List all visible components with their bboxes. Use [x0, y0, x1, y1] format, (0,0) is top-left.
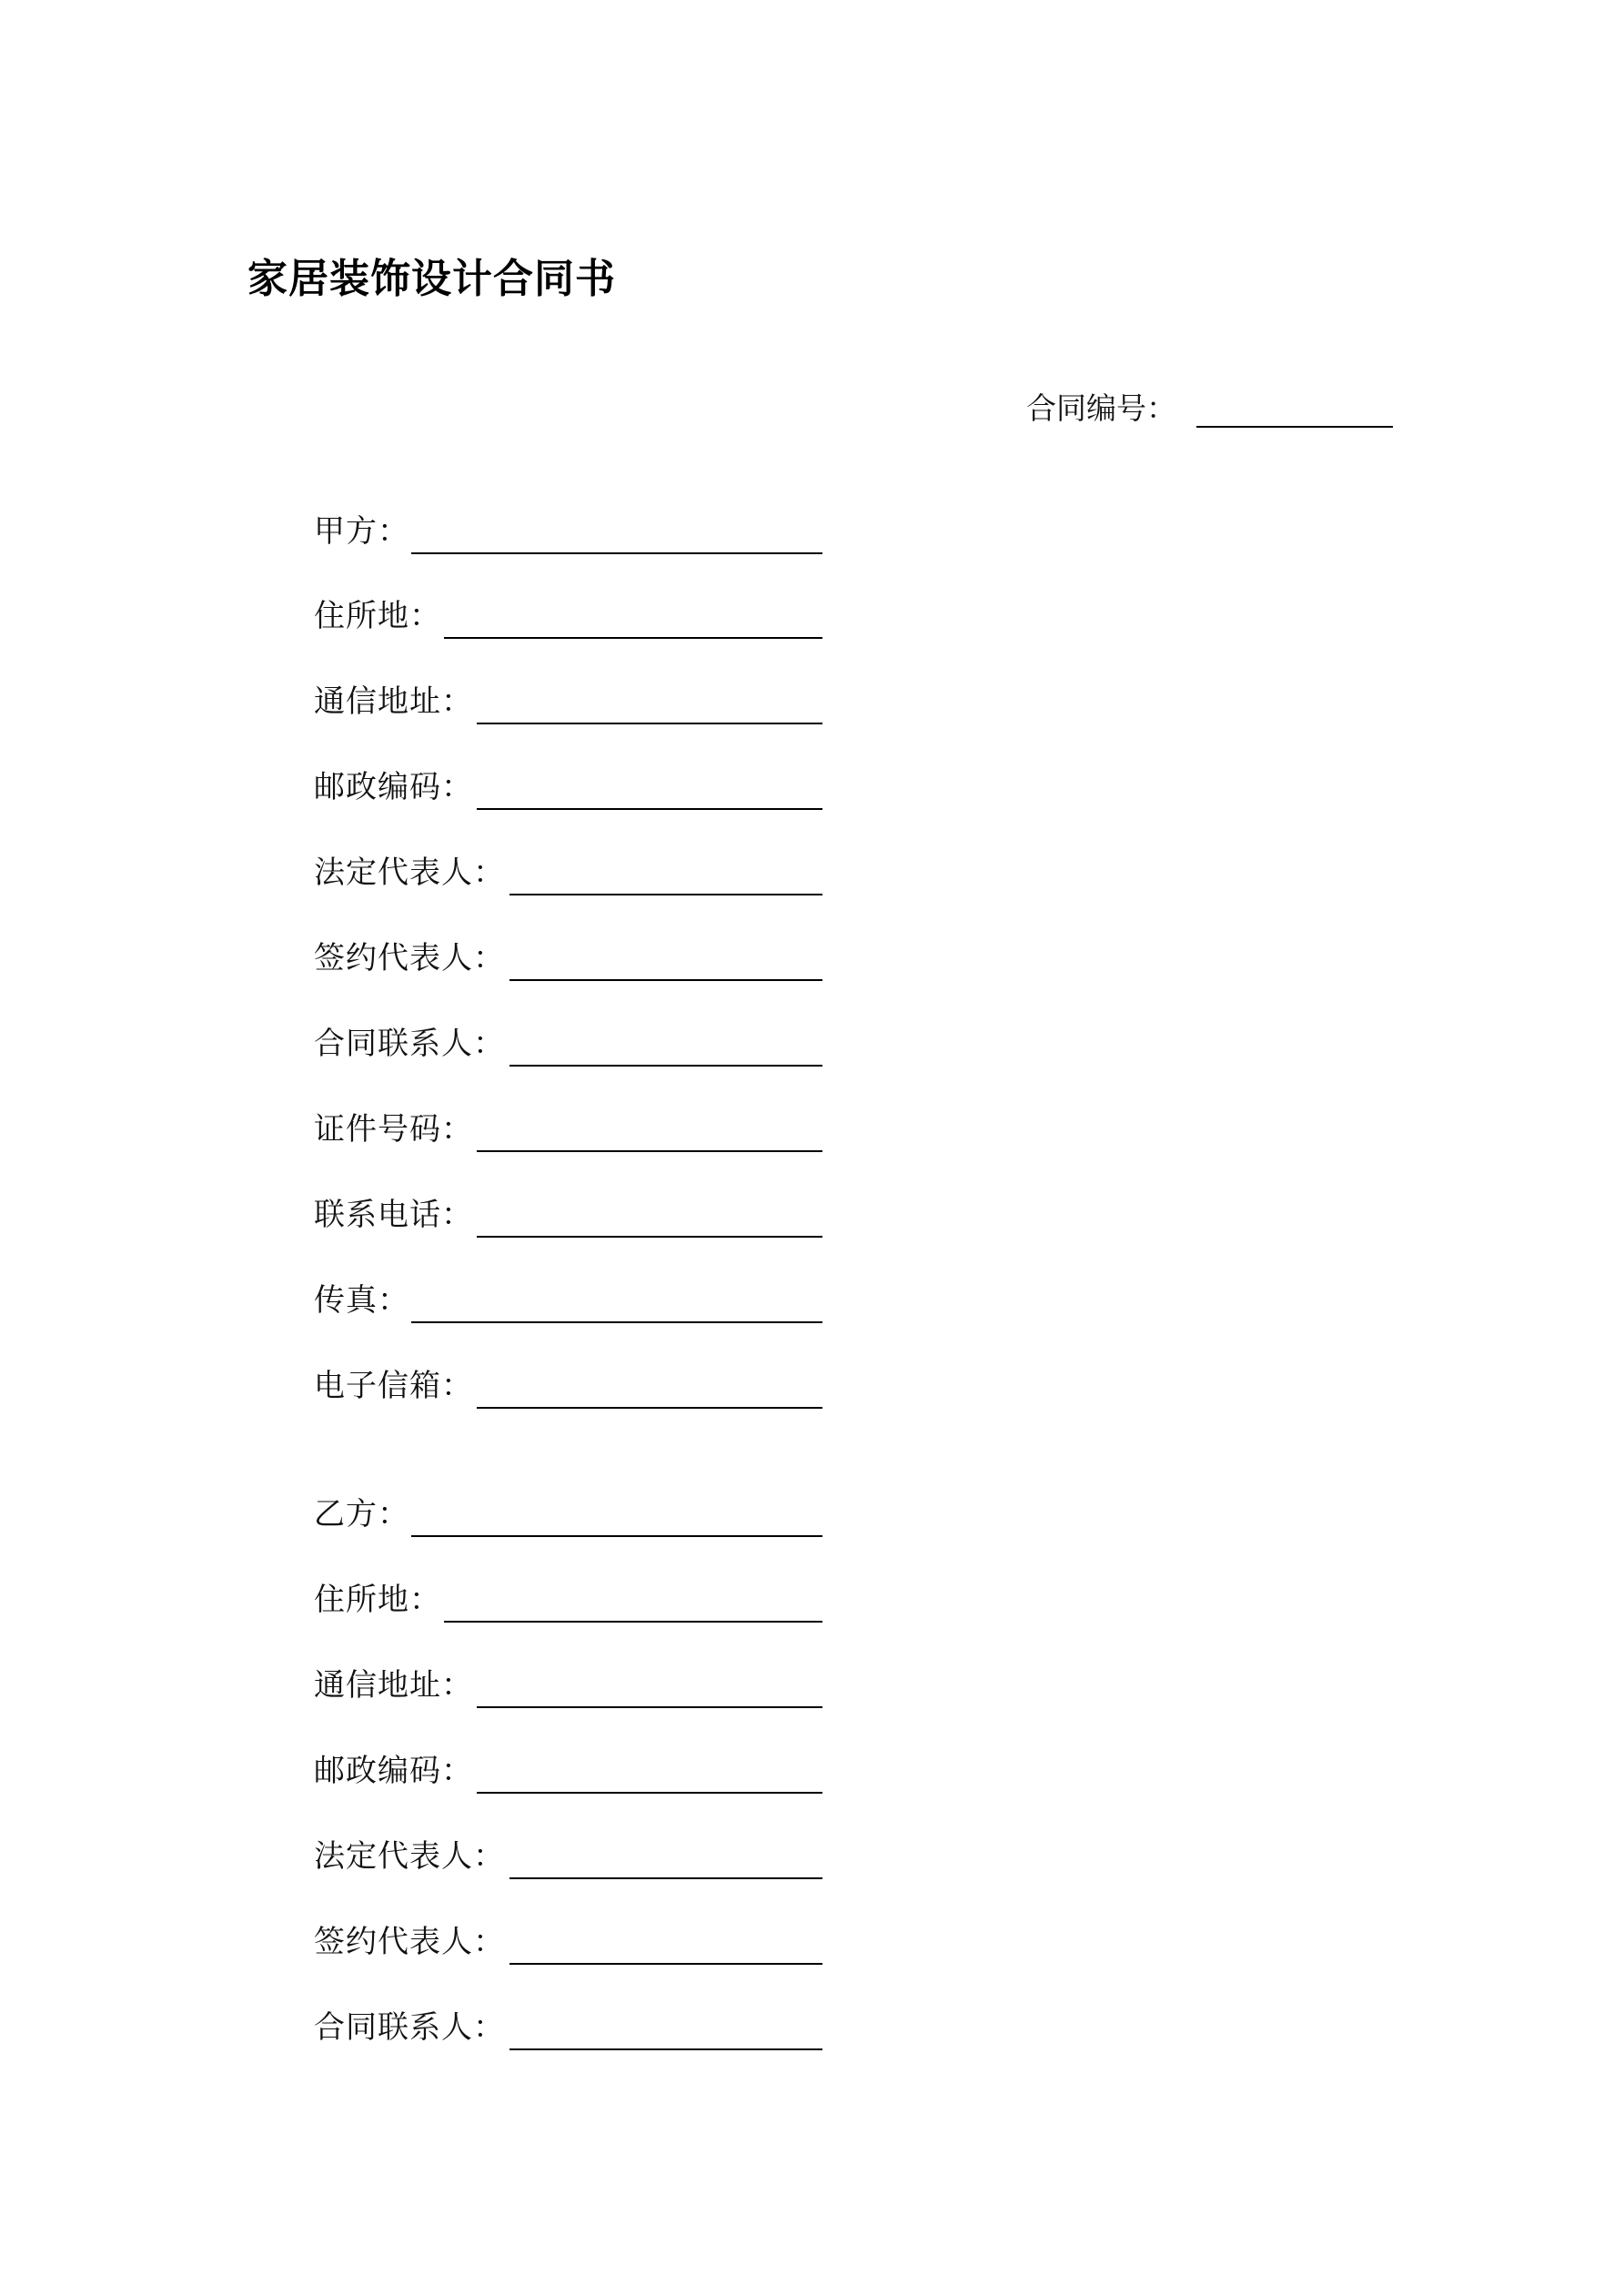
- field-label: 住所地：: [314, 598, 441, 634]
- contract-number-row: [1026, 382, 1393, 428]
- party-a-postcode-blank[interactable]: [477, 807, 822, 810]
- party-a-address-blank[interactable]: [477, 722, 822, 724]
- party-a-contact-row: [314, 1017, 505, 1067]
- party-a-fax-blank[interactable]: [411, 1320, 822, 1323]
- party-a-phone-row: [314, 1188, 473, 1238]
- party-b-postcode-row: [314, 1745, 473, 1794]
- field-label: 法定代表人：: [314, 855, 505, 891]
- party-a-id-number-blank[interactable]: [477, 1149, 822, 1152]
- field-label: 签约代表人：: [314, 1924, 505, 1960]
- party-a-fax-row: [314, 1274, 409, 1323]
- field-label: 通信地址：: [314, 683, 473, 720]
- party-a-email-blank[interactable]: [477, 1406, 822, 1409]
- party-b-postcode-blank[interactable]: [477, 1791, 822, 1794]
- party-a-name-blank[interactable]: [411, 551, 822, 554]
- field-label: 传真：: [314, 1282, 409, 1319]
- field-label: 联系电话：: [314, 1197, 473, 1233]
- party-b-contact-row: [314, 2001, 505, 2050]
- party-b-address-row: [314, 1659, 473, 1708]
- party-a-domicile-blank[interactable]: [444, 636, 822, 639]
- contract-number-blank[interactable]: [1196, 389, 1393, 428]
- party-b-signing-rep-row: [314, 1916, 505, 1965]
- field-label: 通信地址：: [314, 1667, 473, 1704]
- party-a-phone-blank[interactable]: [477, 1235, 822, 1238]
- field-label: 邮政编码：: [314, 1753, 473, 1789]
- party-b-domicile-blank[interactable]: [444, 1620, 822, 1623]
- field-label: 证件号码：: [314, 1111, 473, 1148]
- party-b-contact-blank[interactable]: [509, 2048, 822, 2050]
- party-b-name-row: [314, 1488, 409, 1537]
- party-a-legal-rep-blank[interactable]: [509, 893, 822, 895]
- field-label: 合同联系人：: [314, 2009, 505, 2046]
- party-a-name-row: [314, 505, 409, 554]
- party-b-domicile-row: [314, 1573, 441, 1623]
- party-b-name-blank[interactable]: [411, 1534, 822, 1537]
- party-a-signing-rep-row: [314, 932, 505, 981]
- party-b-legal-rep-blank[interactable]: [509, 1876, 822, 1879]
- party-b-signing-rep-blank[interactable]: [509, 1962, 822, 1965]
- party-a-signing-rep-blank[interactable]: [509, 978, 822, 981]
- document-title: 家居装饰设计合同书: [247, 256, 616, 302]
- party-a-address-row: [314, 675, 473, 724]
- party-a-email-row: [314, 1360, 473, 1409]
- field-label: 合同联系人：: [314, 1026, 505, 1062]
- field-label: 电子信箱：: [314, 1368, 473, 1404]
- party-b-legal-rep-row: [314, 1830, 505, 1879]
- field-label: 签约代表人：: [314, 940, 505, 976]
- party-a-id-number-row: [314, 1103, 473, 1152]
- field-label: 邮政编码：: [314, 769, 473, 805]
- party-a-domicile-row: [314, 590, 441, 639]
- field-label: 乙方：: [314, 1496, 409, 1532]
- field-label: 甲方：: [314, 513, 409, 550]
- party-b-address-blank[interactable]: [477, 1705, 822, 1708]
- party-a-contact-blank[interactable]: [509, 1064, 822, 1067]
- field-label: 法定代表人：: [314, 1838, 505, 1875]
- field-label: 住所地：: [314, 1582, 441, 1618]
- contract-number-label: 合同编号：: [1026, 390, 1176, 426]
- party-a-legal-rep-row: [314, 846, 505, 895]
- party-a-postcode-row: [314, 761, 473, 810]
